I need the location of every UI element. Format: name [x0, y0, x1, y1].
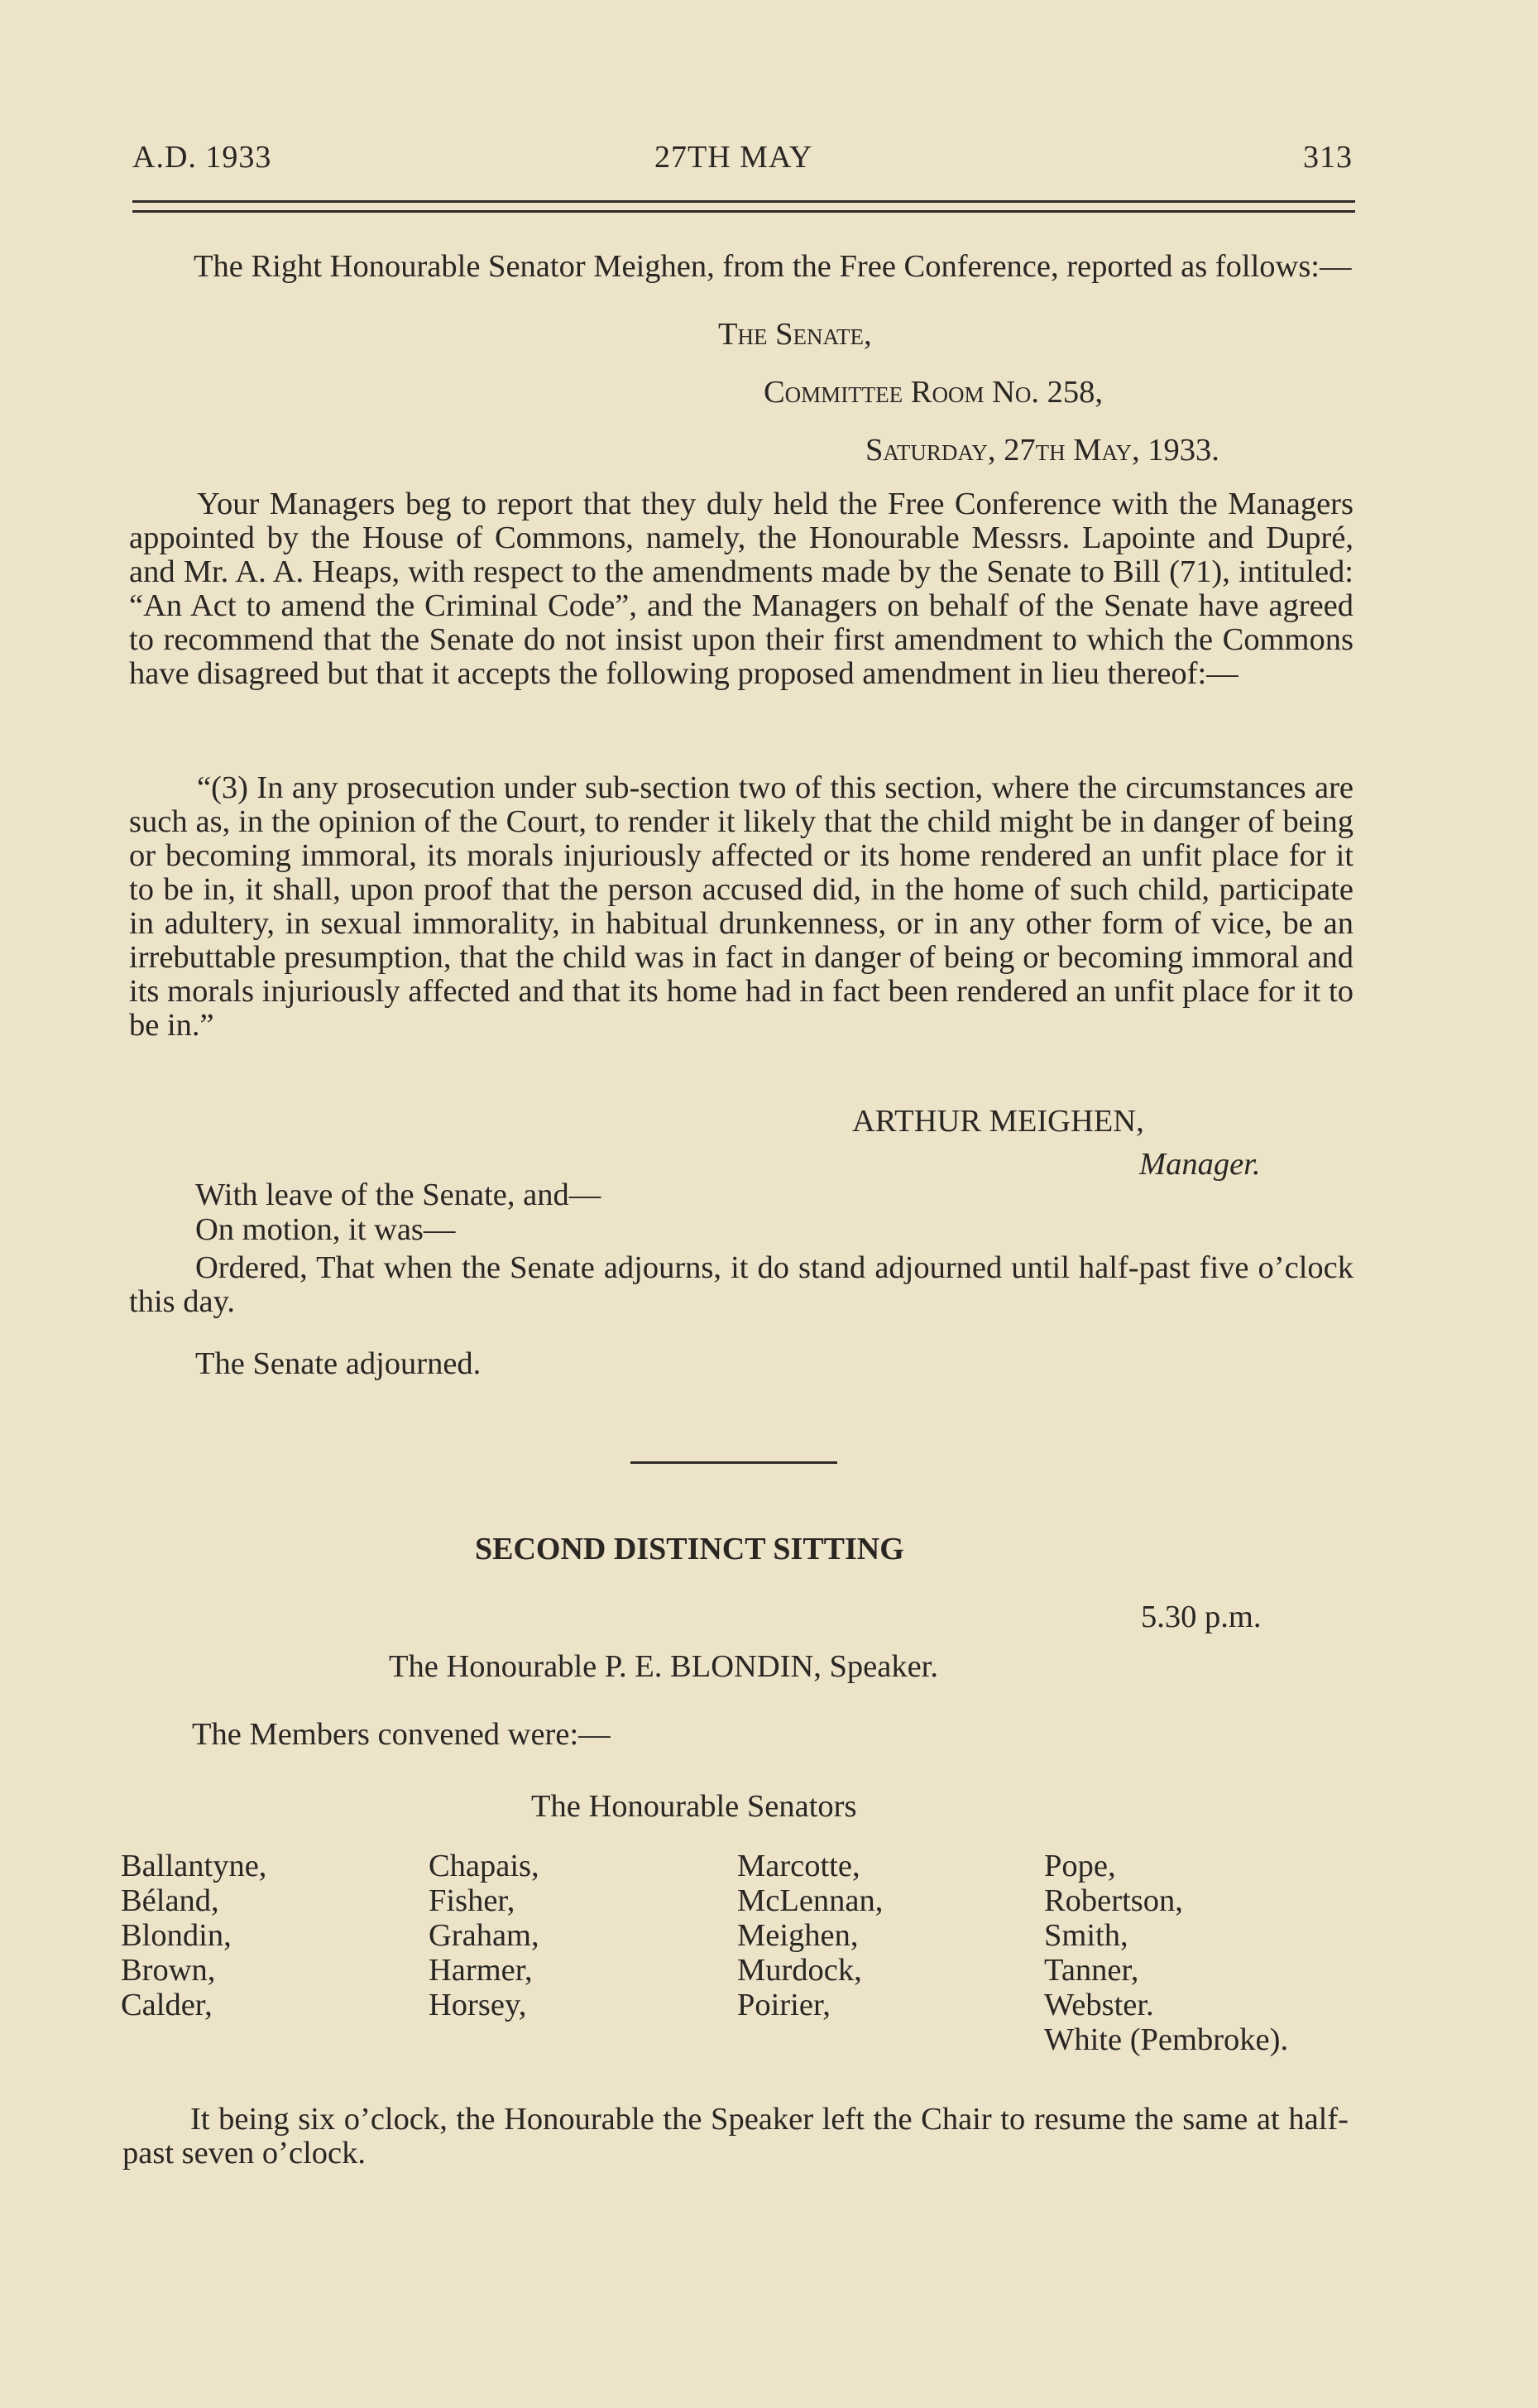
header-year: A.D. 1933 — [132, 140, 272, 175]
senator-name: Pope, — [1044, 1849, 1116, 1883]
motion-on-motion: On motion, it was— — [195, 1212, 456, 1247]
senators-column-3 — [737, 1849, 883, 2022]
senator-name: Tanner, — [1044, 1953, 1139, 1988]
senator-name: Meighen, — [737, 1918, 859, 1953]
report-body: Your Managers beg to report that they duly held the Free Conference with the Managers appointed by the House of Commons, namely, the Honourable Messrs. Lapointe and Dupré, and Mr. A. A. Heaps, with respect to the amendments made by the Senate to Bill (71), intituled: “An Act to amend the Criminal Code”, and the Managers on behalf of the Senate have agreed to recommend that the Senate do not insist upon their first amendment to which the Commons have disagreed but that it accepts the following proposed amendment in lieu thereof:— — [129, 487, 1354, 691]
senator-name: Chapais, — [429, 1849, 539, 1883]
closing-paragraph: It being six o’clock, the Honourable the Speaker left the Chair to resume the same at half-past seven o’clock. — [122, 2102, 1349, 2171]
senator-name: Béland, — [121, 1883, 219, 1918]
signature-title: Manager. — [1139, 1147, 1261, 1182]
page-number: 313 — [1303, 140, 1353, 175]
header-date: 27TH MAY — [654, 140, 813, 175]
address-committee-room: Committee Room No. 258, — [764, 375, 1104, 410]
senator-name: Marcotte, — [737, 1849, 860, 1883]
senators-column-4 — [1044, 1849, 1288, 2057]
senator-name: McLennan, — [737, 1883, 884, 1918]
sitting-time: 5.30 p.m. — [1141, 1600, 1262, 1634]
signature-name: ARTHUR MEIGHEN, — [852, 1104, 1144, 1139]
members-convened: The Members convened were:— — [192, 1717, 611, 1752]
header-rule-top — [132, 200, 1355, 203]
senator-name: Blondin, — [121, 1918, 232, 1953]
senators-column-1 — [121, 1849, 266, 2022]
address-senate: The Senate, — [718, 317, 872, 352]
senator-name: Ballantyne, — [121, 1849, 267, 1883]
senator-name: Webster. — [1044, 1988, 1154, 2022]
senator-name: Calder, — [121, 1988, 213, 2022]
senator-name: Robertson, — [1044, 1883, 1183, 1918]
speaker-line: The Honourable P. E. BLONDIN, Speaker. — [389, 1649, 938, 1684]
senator-name: White (Pembroke). — [1044, 2022, 1289, 2057]
sitting-heading: SECOND DISTINCT SITTING — [475, 1532, 904, 1566]
motion-leave: With leave of the Senate, and— — [195, 1178, 601, 1212]
address-date: Saturday, 27th May, 1933. — [865, 433, 1219, 468]
proposed-amendment-quote: “(3) In any prosecution under sub-section two of this section, where the circumstances are such as, in the opinion of the Court, to render it likely that the child might be in danger of being or becoming immoral, its morals injuriously affected or its home rendered an unfit place for it to be in, it shall, upon proof that the person accused did, in the home of such child, participate in adultery, in sexual immorality, in habitual drunkenness, or in any other form of vice, be an irrebuttable presumption, that the child was in fact in danger of being or becoming immoral and its morals injuriously affected and that its home had in fact been rendered an unfit place for it to be in.” — [129, 770, 1354, 1043]
senator-name: Brown, — [121, 1953, 216, 1988]
senators-column-2 — [429, 1849, 539, 2022]
motion-ordered: Ordered, That when the Senate adjourns, it do stand adjourned until half-past five o’clock this day. — [129, 1250, 1354, 1319]
senator-name: Fisher, — [429, 1883, 515, 1918]
senators-label: The Honourable Senators — [531, 1789, 857, 1824]
senator-name: Smith, — [1044, 1918, 1128, 1953]
report-intro: The Right Honourable Senator Meighen, from the Free Conference, reported as follows:— — [194, 249, 1352, 284]
senator-name: Murdock, — [737, 1953, 862, 1988]
section-divider — [630, 1461, 837, 1464]
senator-name: Graham, — [429, 1918, 539, 1953]
senate-adjourned: The Senate adjourned. — [195, 1346, 482, 1381]
senator-name: Poirier, — [737, 1988, 831, 2022]
senator-name: Horsey, — [429, 1988, 527, 2022]
senator-name: Harmer, — [429, 1953, 533, 1988]
header-rule-bottom — [132, 210, 1355, 213]
